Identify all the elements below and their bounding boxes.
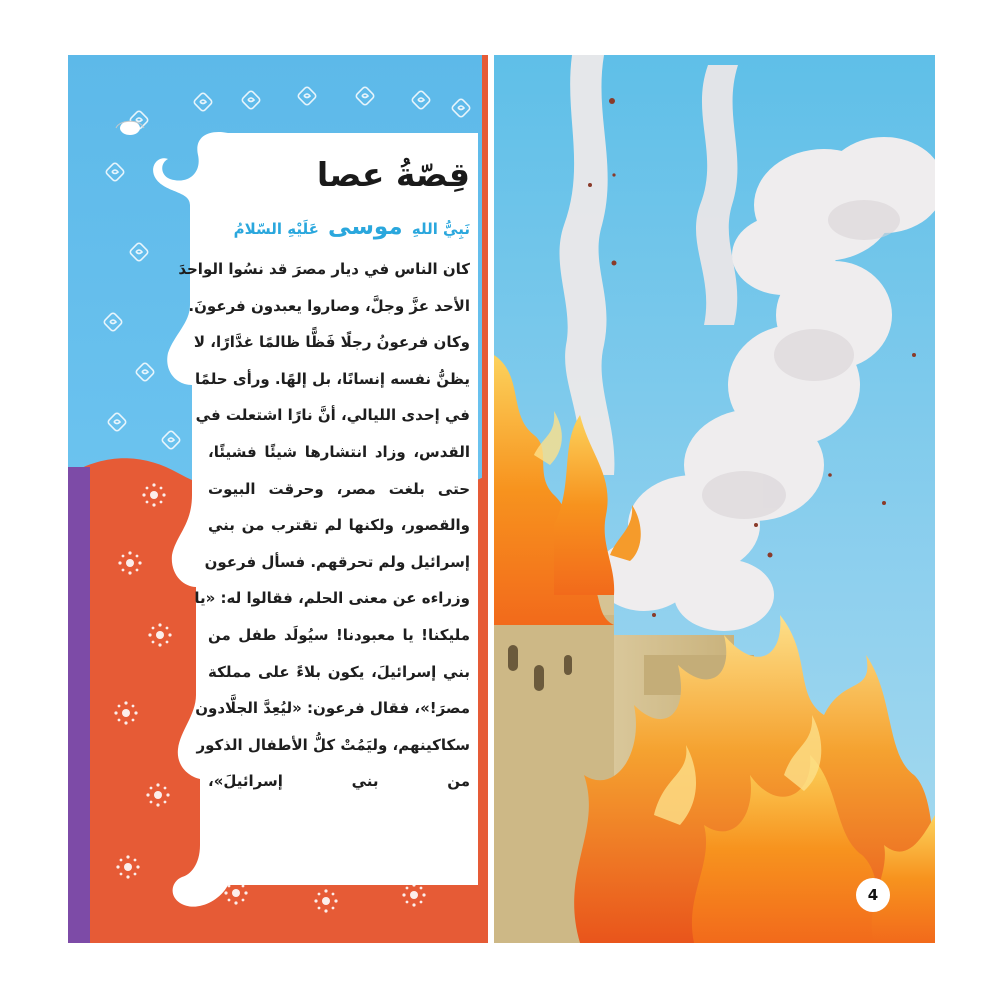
body-line: من بني إسرائيلَ»،	[208, 772, 470, 791]
subtitle-prefix: نَبِيُّ اللهِ	[411, 220, 470, 238]
subtitle-name: موسى	[328, 214, 403, 240]
body-line: والقصور، ولكنها لم تقترب من بني	[208, 516, 470, 535]
body-line: مصرَ!»، فقال فرعون: «ليُعِدَّ الجلَّادون	[195, 699, 470, 718]
page-spine	[482, 55, 488, 943]
body-line: وزراءه عن معنى الحلم، فقالوا له: «يا	[194, 589, 470, 608]
body-line: يظنُّ نفسه إنسانًا، بل إلهًا. ورأى حلمًا	[195, 369, 470, 388]
body-line: مليكنا! يا معبودنا! سيُولَد طفل من	[208, 625, 470, 644]
story-subtitle	[208, 209, 470, 245]
body-line: حتى بلغت مصر، وحرقت البيوت	[208, 479, 470, 498]
body-line: كان الناس في ديار مصرَ قد نسُوا الواحدَ	[178, 260, 470, 278]
subtitle-suffix: عَلَيْهِ السّلامُ	[233, 220, 319, 238]
left-page	[68, 55, 488, 943]
story-title: قِصّةُ عصا	[316, 155, 470, 194]
story-text-block	[178, 151, 470, 871]
body-line: القدس، وزاد انتشارها شيئًا فشيئًا،	[208, 442, 470, 461]
book-spread	[68, 55, 935, 943]
story-body	[178, 251, 470, 800]
body-line: بني إسرائيلَ، يكون بلاءً على مملكة	[208, 662, 470, 681]
right-page	[494, 55, 935, 943]
body-line: الأحد عزَّ وجلَّ، وصاروا يعبدون فرعونَ.	[188, 296, 470, 315]
body-line: إسرائيل ولم تحرقهم. فسأل فرعون	[204, 552, 470, 571]
burning-city-illustration	[494, 55, 935, 943]
page-number-badge: 4	[856, 878, 890, 912]
body-line: في إحدى الليالي، أنَّ نارًا اشتعلت في	[195, 406, 470, 425]
body-line: وكان فرعونُ رجلًا فَظًّا ظالمًا غدَّارًا، لا	[193, 333, 470, 352]
body-line: سكاكينهم، وليَمُتْ كلُّ الأطفال الذكور	[196, 735, 470, 754]
